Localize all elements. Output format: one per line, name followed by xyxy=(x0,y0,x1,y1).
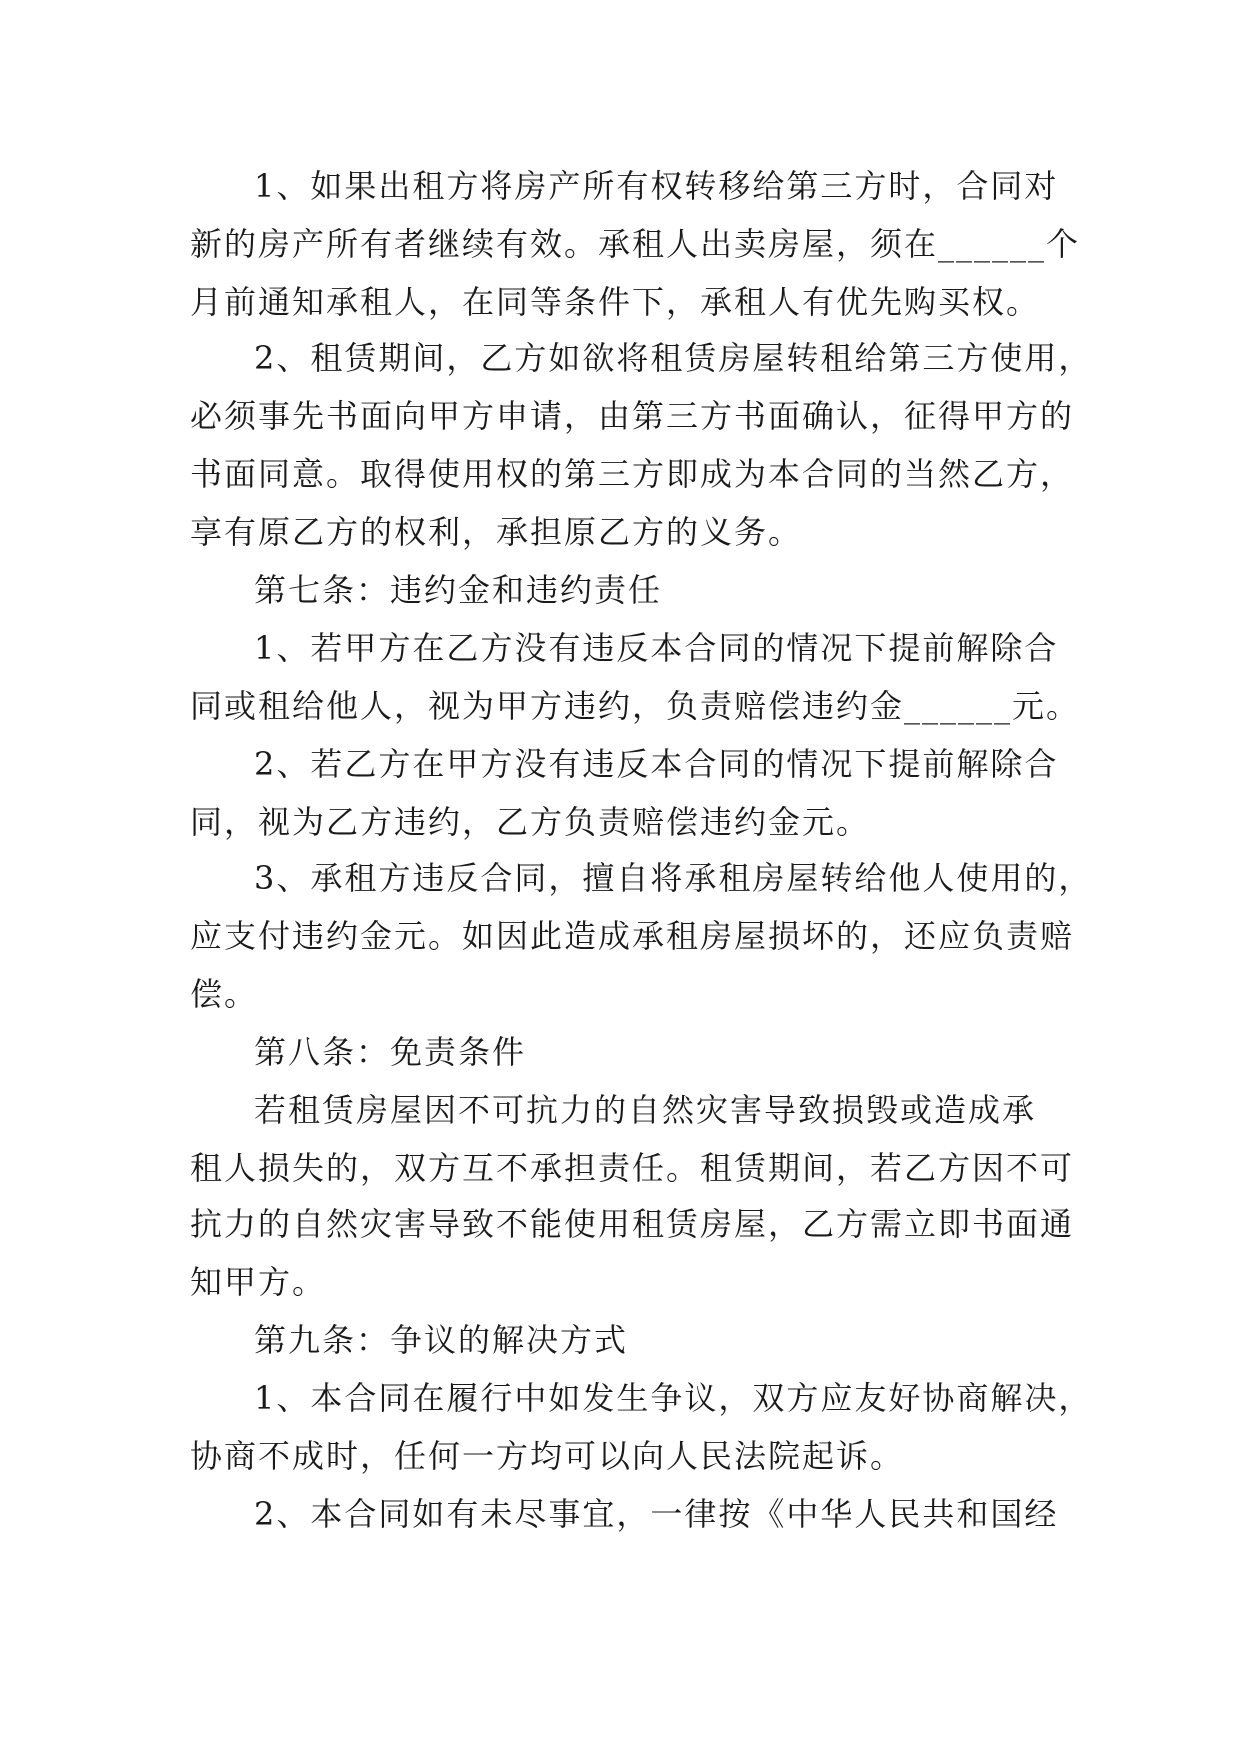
paragraph-line: 抗力的自然灾害导致不能使用租赁房屋，乙方需立即书面通 xyxy=(190,1205,1075,1243)
paragraph-line: 2、租赁期间，乙方如欲将租赁房屋转租给第三方使用， xyxy=(254,339,1093,377)
section-heading: 第九条：争议的解决方式 xyxy=(254,1321,629,1359)
paragraph-line: 偿。 xyxy=(190,975,259,1013)
paragraph-line: 应支付违约金元。如因此造成承租房屋损坏的，还应负责赔 xyxy=(190,917,1075,955)
paragraph-line: 1、本合同在履行中如发生争议，双方应友好协商解决， xyxy=(254,1379,1093,1417)
paragraph-line: 租人损失的，双方互不承担责任。租赁期间，若乙方因不可 xyxy=(190,1149,1075,1187)
paragraph-line: 若租赁房屋因不可抗力的自然灾害导致损毁或造成承 xyxy=(254,1091,1037,1129)
paragraph-line: 书面同意。取得使用权的第三方即成为本合同的当然乙方， xyxy=(190,455,1075,493)
paragraph-line: 3、承租方违反合同，擅自将承租房屋转给他人使用的， xyxy=(254,859,1093,897)
section-heading: 第八条：免责条件 xyxy=(254,1033,527,1071)
paragraph-line: 同或租给他人，视为甲方违约，负责赔偿违约金______元。 xyxy=(190,687,1081,725)
paragraph-line: 知甲方。 xyxy=(190,1263,327,1301)
paragraph-line: 1、若甲方在乙方没有违反本合同的情况下提前解除合 xyxy=(254,629,1059,667)
paragraph-line: 同，视为乙方违约，乙方负责赔偿违约金元。 xyxy=(190,803,871,841)
paragraph-line: 月前通知承租人，在同等条件下，承租人有优先购买权。 xyxy=(190,283,1041,321)
paragraph-line: 新的房产所有者继续有效。承租人出卖房屋，须在______个 xyxy=(190,225,1081,263)
paragraph-line: 2、本合同如有未尽事宜，一律按《中华人民共和国经 xyxy=(254,1495,1059,1533)
paragraph-line: 享有原乙方的权利，承担原乙方的义务。 xyxy=(190,513,803,551)
section-heading: 第七条：违约金和违约责任 xyxy=(254,571,663,609)
paragraph-line: 协商不成时，任何一方均可以向人民法院起诉。 xyxy=(190,1437,905,1475)
paragraph-line: 2、若乙方在甲方没有违反本合同的情况下提前解除合 xyxy=(254,745,1059,783)
paragraph-line: 必须事先书面向甲方申请，由第三方书面确认，征得甲方的 xyxy=(190,397,1075,435)
paragraph-line: 1、如果出租方将房产所有权转移给第三方时，合同对 xyxy=(254,167,1059,205)
